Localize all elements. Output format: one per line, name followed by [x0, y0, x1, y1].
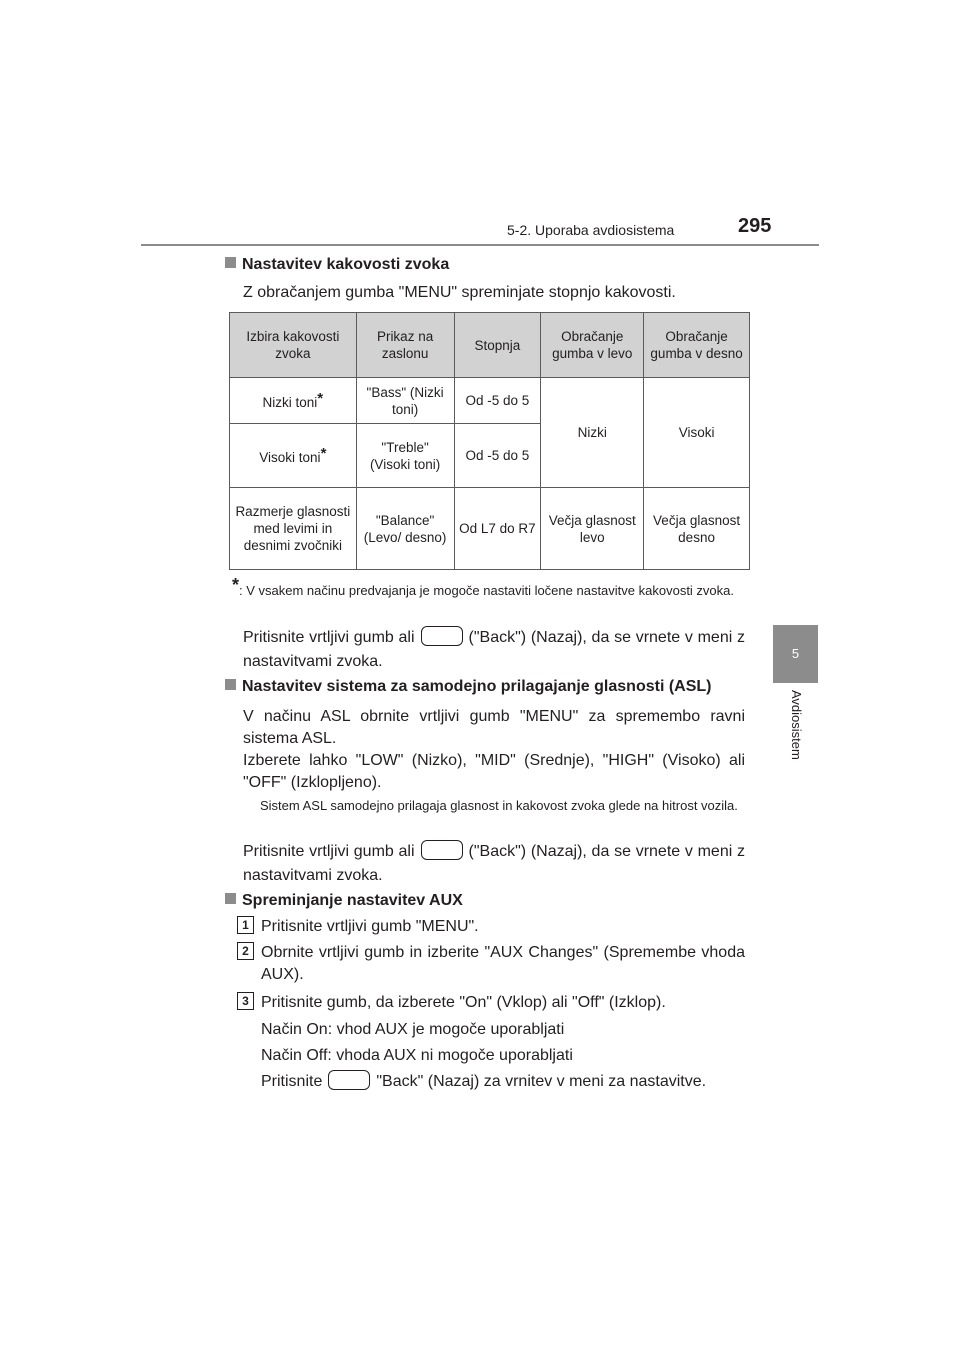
- step-2-num: [237, 942, 254, 960]
- table-cell: Razmerje glasnosti med levimi in desnimi zvočniki: [230, 488, 357, 570]
- heading-text: Nastavitev kakovosti zvoka: [242, 256, 450, 273]
- table-cell: "Balance" (Levo/ desno): [356, 488, 454, 570]
- asl-note: Sistem ASL samodejno prilagaja glasnost in kakovost zvoka glede na hitrost vozila.: [260, 798, 738, 813]
- back-text: ("Back") (Nazaj), da se vrnete v meni z nastavitvami zvoka.: [243, 629, 745, 670]
- heading-text: Spreminjanje nastavitev AUX: [242, 892, 463, 909]
- back-text: Pritisnite vrtljivi gumb ali: [243, 629, 415, 646]
- sound-quality-intro: Z obračanjem gumba "MENU" spreminjate stopnjo kakovosti.: [243, 284, 676, 301]
- step-number: 3: [237, 992, 254, 1010]
- chapter-tab: 5: [773, 625, 818, 683]
- back-text: Pritisnite vrtljivi gumb ali: [243, 843, 415, 860]
- table-cell: "Treble" (Visoki toni): [356, 424, 454, 488]
- heading-text: Nastavitev sistema za samodejno prilagajanje glasnosti (ASL): [242, 678, 712, 695]
- footnote-star: *: [317, 390, 324, 407]
- table-cell: Nizki: [541, 378, 644, 488]
- bullet-square-icon: [225, 257, 236, 268]
- back-instruction-2: [243, 840, 745, 888]
- step-2-text: Obrnite vrtljivi gumb in izberite "AUX Changes" (Spremembe vhoda AUX).: [261, 944, 745, 983]
- footnote-star: *: [232, 575, 240, 595]
- step-3-text: Pritisnite gumb, da izberete "On" (Vklop) ali "Off" (Izklop).: [261, 994, 666, 1011]
- step-3-num: [237, 992, 254, 1010]
- step-number: 2: [237, 942, 254, 960]
- asl-para-2: Izberete lahko "LOW" (Nizko), "MID" (Srednje), "HIGH" (Visoko) ali "OFF" (Izklopljeno).: [243, 752, 745, 791]
- asl-para-1: V načinu ASL obrnite vrtljivi gumb "MENU" za spremembo ravni sistema ASL.: [243, 708, 745, 747]
- table-header: Prikaz na zaslonu: [356, 313, 454, 378]
- table-header: Izbira kakovosti zvoka: [230, 313, 357, 378]
- table-cell: "Bass" (Nizki toni): [356, 378, 454, 424]
- table-cell: Večja glasnost desno: [644, 488, 750, 570]
- bullet-square-icon: [225, 893, 236, 904]
- step-1-num: [237, 916, 254, 934]
- table-cell: Večja glasnost levo: [541, 488, 644, 570]
- footnote-star: *: [320, 445, 327, 462]
- back-text: "Back" (Nazaj) za vrnitev v meni za nastavitve.: [376, 1073, 707, 1090]
- chapter-tab-label: Avdiosistem: [789, 690, 804, 760]
- table-header: Obračanje gumba v levo: [541, 313, 644, 378]
- table-cell: Visoki: [644, 378, 750, 488]
- aux-back-instruction: [261, 1070, 751, 1094]
- table-cell: Od -5 do 5: [454, 378, 541, 424]
- footnote: [232, 577, 744, 599]
- table-row: [230, 378, 750, 424]
- step-1-text: Pritisnite vrtljivi gumb "MENU".: [261, 918, 479, 935]
- table-cell: [230, 424, 357, 488]
- step-number: 1: [237, 916, 254, 934]
- table-cell: Od -5 do 5: [454, 424, 541, 488]
- back-text: Pritisnite: [261, 1073, 323, 1090]
- back-text: ("Back") (Nazaj), da se vrnete v meni z nastavitvami zvoka.: [243, 843, 745, 884]
- table-row: [230, 488, 750, 570]
- back-button-icon: [421, 840, 463, 860]
- cell-text: Nizki toni: [262, 395, 318, 410]
- aux-off-mode: Način Off: vhoda AUX ni mogoče uporabljati: [261, 1047, 573, 1064]
- table-header: Stopnja: [454, 313, 541, 378]
- header-divider: [141, 244, 819, 246]
- bullet-square-icon: [225, 679, 236, 690]
- table-cell: Od L7 do R7: [454, 488, 541, 570]
- section-heading-aux: [225, 892, 463, 910]
- section-heading-sound-quality: [225, 256, 449, 274]
- back-button-icon: [421, 626, 463, 646]
- header-section-title: 5-2. Uporaba avdiosistema: [507, 222, 675, 238]
- back-button-icon: [328, 1070, 370, 1090]
- section-heading-asl: [225, 678, 711, 696]
- aux-on-mode: Način On: vhod AUX je mogoče uporabljati: [261, 1021, 565, 1038]
- footnote-text: : V vsakem načinu predvajanja je mogoče nastaviti ločene nastavitve kakovosti zvoka.: [239, 583, 734, 598]
- sound-quality-table: [229, 312, 750, 570]
- page-number: 295: [738, 215, 772, 237]
- cell-text: Visoki toni: [259, 450, 321, 465]
- table-header-row: [230, 313, 750, 378]
- back-instruction-1: [243, 626, 745, 674]
- table-cell: [230, 378, 357, 424]
- table-header: Obračanje gumba v desno: [644, 313, 750, 378]
